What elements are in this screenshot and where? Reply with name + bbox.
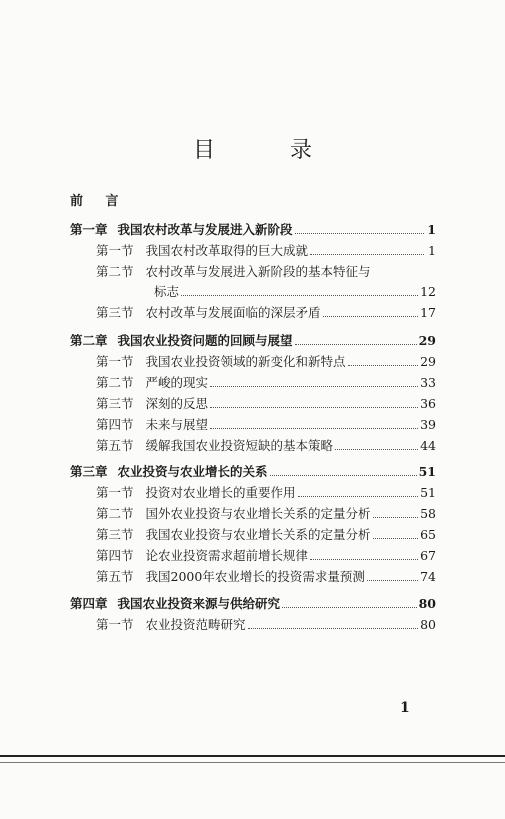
page-ref: 67 <box>420 548 436 563</box>
section-title: 农村改革与发展面临的深层矛盾 <box>145 305 321 320</box>
page-title: 目 录 <box>193 138 346 163</box>
page-ref: 29 <box>420 354 436 369</box>
section-entry <box>70 354 436 370</box>
section-title: 投资对农业增长的重要作用 <box>145 485 296 500</box>
page-ref: 29 <box>418 333 436 348</box>
section-label: 第四节 <box>96 548 134 563</box>
chapter-entry <box>70 596 436 612</box>
page-ref: 51 <box>420 485 436 500</box>
section-entry <box>70 506 436 522</box>
section-entry <box>70 375 436 391</box>
section-title: 我国农业投资领域的新变化和新特点 <box>145 354 346 369</box>
leader-dots <box>282 598 417 608</box>
section-label: 第三节 <box>96 527 134 542</box>
chapter-3-block <box>70 464 436 585</box>
leader-dots <box>310 550 418 560</box>
chapter-label: 第一章 <box>70 222 108 237</box>
section-entry <box>70 527 436 543</box>
leader-dots <box>298 487 419 497</box>
page-ref: 51 <box>418 464 436 479</box>
section-title: 论农业投资需求超前增长规律 <box>145 548 309 563</box>
page-ref: 1 <box>428 243 436 258</box>
section-entry <box>70 396 436 412</box>
section-title: 我国2000年农业增长的投资需求量预测 <box>145 569 365 584</box>
leader-dots <box>295 335 417 345</box>
section-title: 农村改革与发展进入新阶段的基本特征与 <box>145 264 371 279</box>
chapter-title: 农业投资与农业增长的关系 <box>117 464 268 479</box>
section-entry <box>70 548 436 564</box>
section-title: 深刻的反思 <box>145 396 209 411</box>
section-entry <box>70 438 436 454</box>
page-ref: 39 <box>420 417 436 432</box>
leader-dots <box>373 508 419 518</box>
page-ref: 17 <box>420 305 436 320</box>
chapter-1-block <box>70 222 436 321</box>
section-entry <box>70 617 436 633</box>
leader-dots <box>373 529 419 539</box>
chapter-title: 我国农业投资问题的回顾与展望 <box>117 333 293 348</box>
section-title-continued: 标志 <box>154 284 180 299</box>
page-ref: 80 <box>418 596 436 611</box>
chapter-label: 第三章 <box>70 464 108 479</box>
page-ref: 65 <box>420 527 436 542</box>
page-ref: 44 <box>420 438 436 453</box>
chapter-4-block <box>70 596 436 633</box>
leader-dots <box>210 377 418 387</box>
section-label: 第二节 <box>96 375 134 390</box>
chapter-entry <box>70 333 436 349</box>
section-label: 第二节 <box>96 264 134 279</box>
section-label: 第一节 <box>96 617 134 632</box>
section-title: 国外农业投资与农业增长关系的定量分析 <box>145 506 371 521</box>
chapter-title: 我国农业投资来源与供给研究 <box>117 596 281 611</box>
leader-dots <box>270 466 417 476</box>
leader-dots <box>248 619 419 629</box>
section-entry <box>70 569 436 585</box>
chapter-title: 我国农村改革与发展进入新阶段 <box>117 222 293 237</box>
section-entry <box>70 264 436 280</box>
page-ref: 58 <box>420 506 436 521</box>
page-ref: 12 <box>420 284 436 299</box>
leader-dots <box>310 245 424 255</box>
page-ref: 80 <box>420 617 436 632</box>
leader-dots <box>181 286 418 296</box>
section-title: 我国农村改革取得的巨大成就 <box>145 243 309 258</box>
section-label: 第五节 <box>96 438 134 453</box>
section-label: 第五节 <box>96 569 134 584</box>
section-label: 第一节 <box>96 354 134 369</box>
page-number: 1 <box>400 700 410 716</box>
section-entry <box>70 485 436 501</box>
leader-dots <box>348 356 419 366</box>
leader-dots <box>210 419 418 429</box>
section-entry <box>70 417 436 433</box>
page-ref: 1 <box>427 222 436 237</box>
leader-dots <box>367 571 418 581</box>
leader-dots <box>295 224 424 234</box>
chapter-label: 第二章 <box>70 333 108 348</box>
chapter-entry <box>70 222 436 238</box>
bottom-rule <box>0 755 505 757</box>
chapter-label: 第四章 <box>70 596 108 611</box>
leader-dots <box>335 440 418 450</box>
section-title: 未来与展望 <box>145 417 209 432</box>
page-ref: 36 <box>420 396 436 411</box>
section-entry-continued <box>70 284 436 300</box>
chapter-entry <box>70 464 436 480</box>
section-entry <box>70 305 436 321</box>
section-label: 第三节 <box>96 396 134 411</box>
section-title: 农业投资范畴研究 <box>145 617 246 632</box>
section-title: 缓解我国农业投资短缺的基本策略 <box>145 438 334 453</box>
section-title: 我国农业投资与农业增长关系的定量分析 <box>145 527 371 542</box>
section-entry <box>70 243 436 259</box>
section-label: 第三节 <box>96 305 134 320</box>
page-ref: 74 <box>420 569 436 584</box>
leader-dots <box>210 398 418 408</box>
leader-dots <box>323 307 419 317</box>
preface-entry: 前 言 <box>70 194 128 209</box>
chapter-2-block <box>70 333 436 454</box>
section-title: 严峻的现实 <box>145 375 209 390</box>
section-label: 第四节 <box>96 417 134 432</box>
section-label: 第一节 <box>96 243 134 258</box>
bottom-rule-thin <box>0 762 505 763</box>
section-label: 第二节 <box>96 506 134 521</box>
page-ref: 33 <box>420 375 436 390</box>
section-label: 第一节 <box>96 485 134 500</box>
